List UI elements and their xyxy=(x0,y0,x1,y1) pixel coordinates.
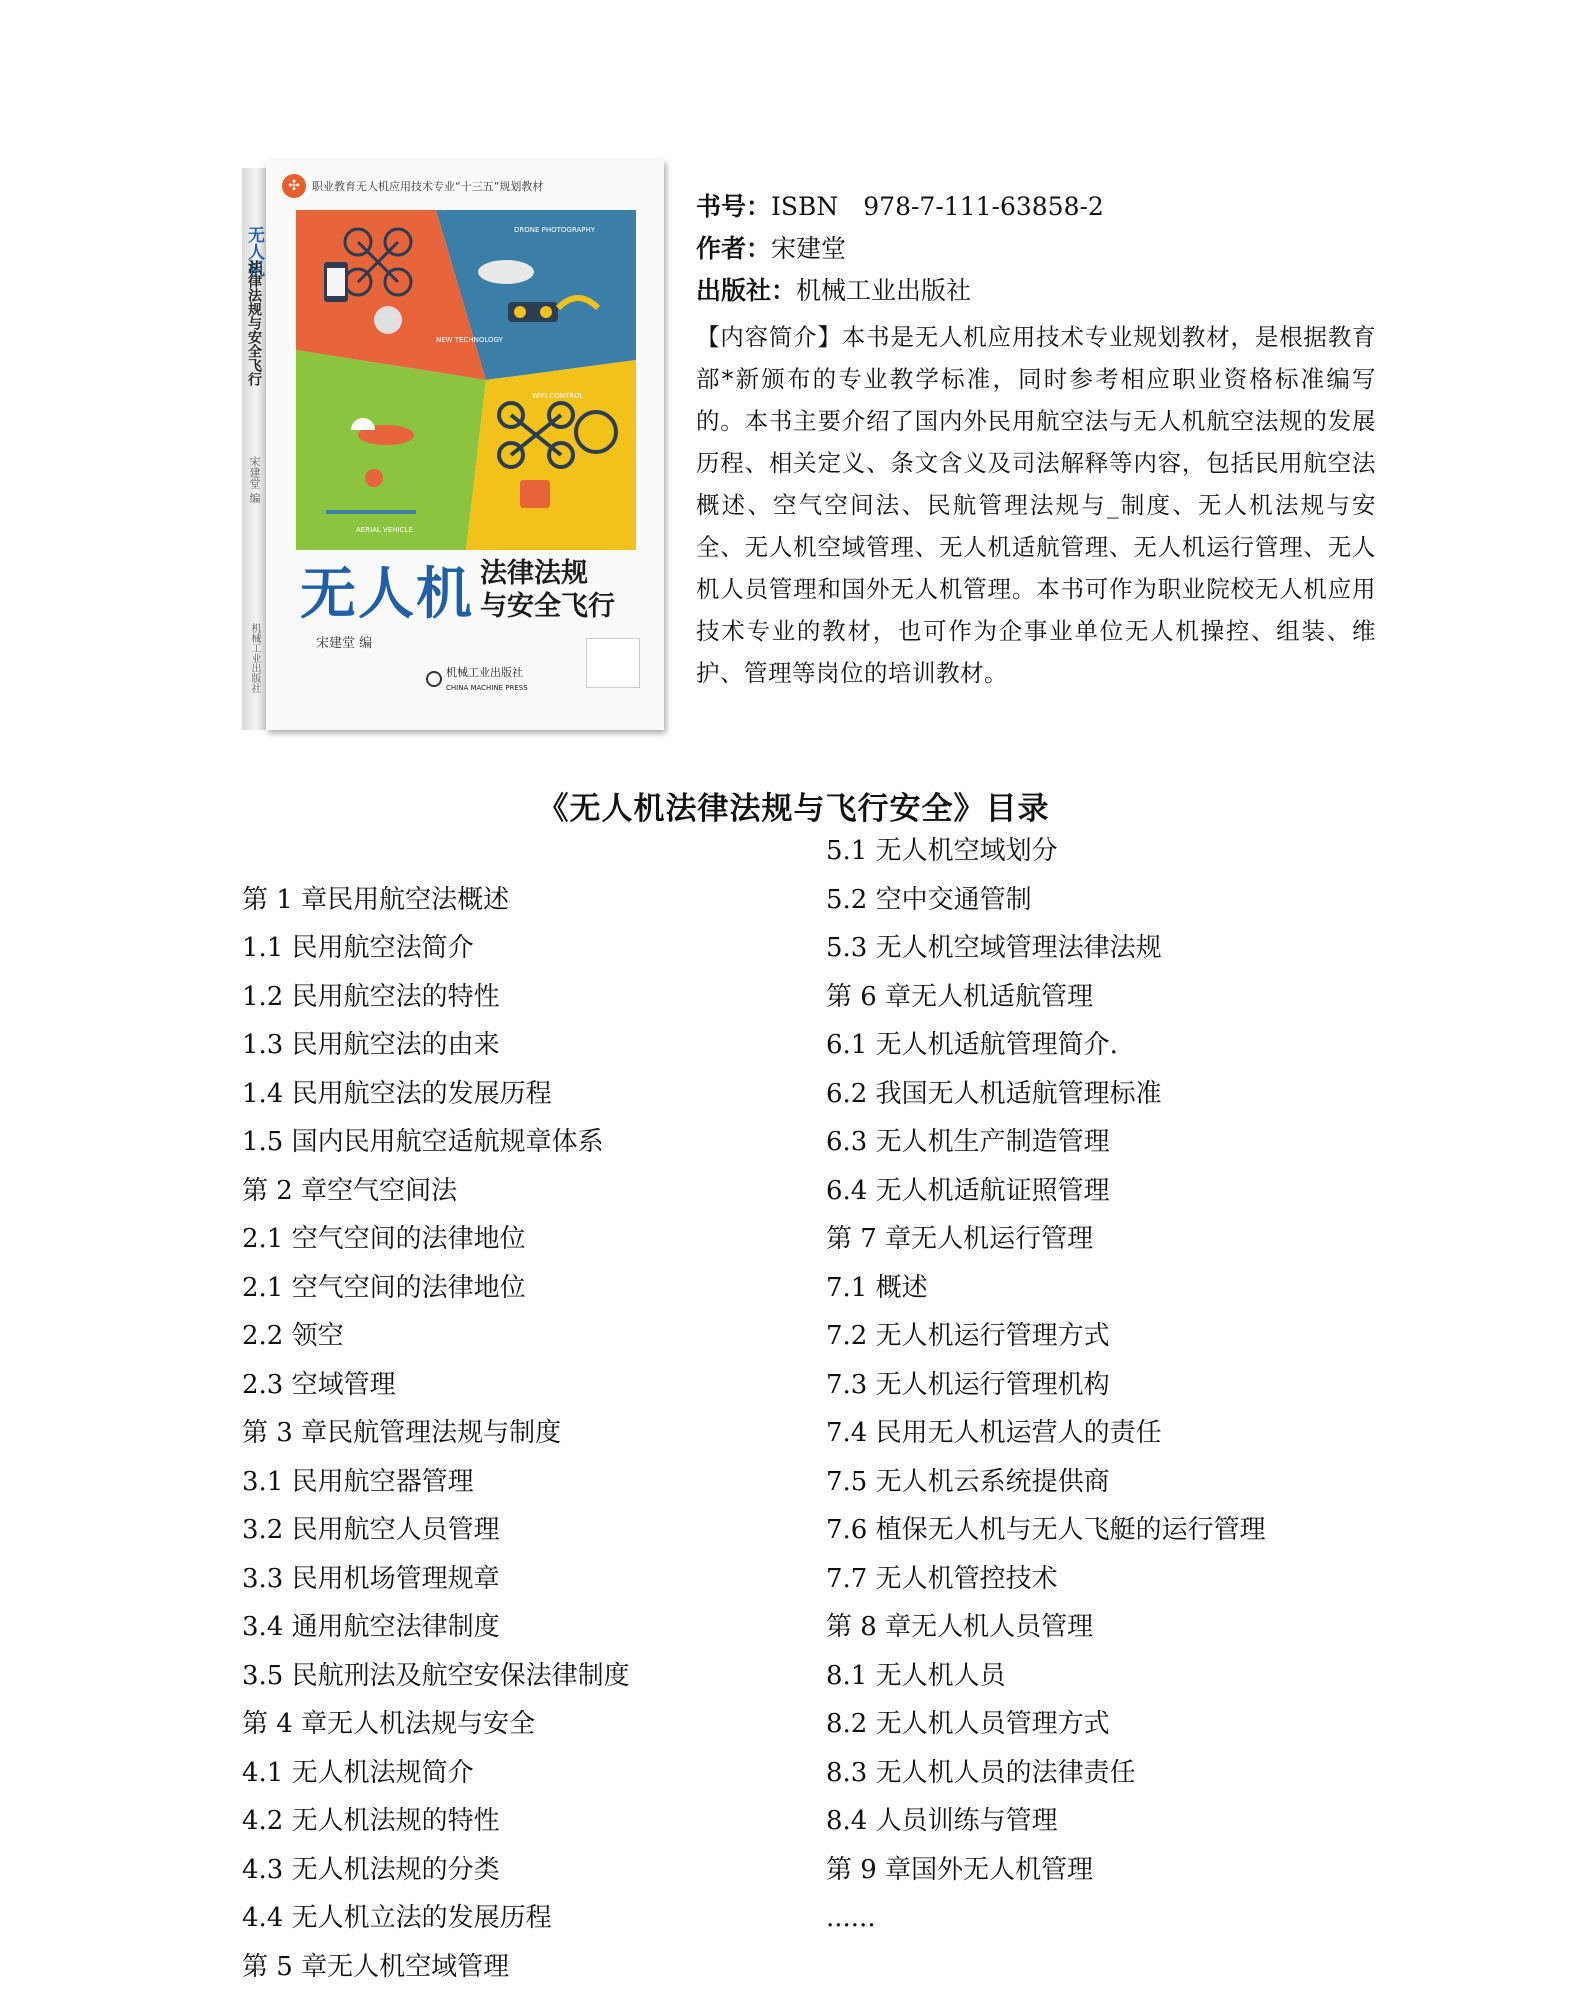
toc-item: 4.3 无人机法规的分类 xyxy=(242,1846,630,1895)
toc-item: 5.2 空中交通管制 xyxy=(826,876,1266,925)
toc-item: 第 4 章无人机法规与安全 xyxy=(242,1700,630,1749)
cover-face xyxy=(266,160,664,730)
toc-item: 3.4 通用航空法律制度 xyxy=(242,1603,630,1652)
toc-item: 5.1 无人机空域划分 xyxy=(826,827,1266,876)
quadrant-label: DRONE PHOTOGRAPHY xyxy=(514,226,596,234)
toc-item: 第 6 章无人机适航管理 xyxy=(826,973,1266,1022)
cover-publisher xyxy=(426,664,528,693)
toc-item: 第 8 章无人机人员管理 xyxy=(826,1603,1266,1652)
toc-item: 7.3 无人机运行管理机构 xyxy=(826,1361,1266,1410)
toc-item: 6.2 我国无人机适航管理标准 xyxy=(826,1070,1266,1119)
publisher-line xyxy=(696,270,1376,312)
book-info xyxy=(696,186,1376,694)
toc-item: 6.4 无人机适航证照管理 xyxy=(826,1167,1266,1216)
spine-publisher: 机械工业出版社 xyxy=(245,623,263,693)
book-spine xyxy=(242,168,266,730)
cover-title-sub xyxy=(480,557,615,623)
author-label: 作者： xyxy=(696,234,771,263)
cover-title-sub-line2: 与安全飞行 xyxy=(480,591,615,622)
cover-illustration xyxy=(296,210,636,550)
toc-item: 2.1 空气空间的法律地位 xyxy=(242,1215,630,1264)
toc-item: 8.3 无人机人员的法律责任 xyxy=(826,1749,1266,1798)
toc-item: 3.1 民用航空器管理 xyxy=(242,1458,630,1507)
isbn-value: ISBN 978-7-111-63858-2 xyxy=(771,192,1104,221)
author-value: 宋建堂 xyxy=(771,234,846,263)
spine-subtitle: 法律法规与安全飞行 xyxy=(245,260,263,386)
cover-publisher-name: 机械工业出版社 xyxy=(446,666,523,679)
toc-item: 6.3 无人机生产制造管理 xyxy=(826,1118,1266,1167)
quadrant-label: AERIAL VEHICLE xyxy=(356,526,413,534)
toc-item: 4.2 无人机法规的特性 xyxy=(242,1797,630,1846)
book-summary: 【内容简介】本书是无人机应用技术专业规划教材，是根据教育部*新颁布的专业教学标准，同时参考相应职业资格标准编写的。本书主要介绍了国内外民用航空法与无人机航空法规的发展历程、相关定义、条文含义及司法解释等内容，包括民用航空法概述、空气空间法、民航管理法规与_制度、无人机法规与安全、无人机空域管理、无人机适航管理、无人机运行管理、无人机人员管理和国外无人机管理。本书可作为职业院校无人机应用技术专业的教材，也可作为企事业单位无人机操控、组装、维护、管理等岗位的培训教材。 xyxy=(696,316,1376,694)
publisher-label: 出版社： xyxy=(696,276,796,305)
cover-title xyxy=(300,550,615,630)
quadrant-label: NEW TECHNOLOGY xyxy=(436,336,504,344)
toc-item: 1.1 民用航空法简介 xyxy=(242,924,630,973)
publisher-badge-icon xyxy=(586,638,640,688)
toc-item: 6.1 无人机适航管理简介. xyxy=(826,1021,1266,1070)
toc-item: 7.5 无人机云系统提供商 xyxy=(826,1458,1266,1507)
toc-item: 8.2 无人机人员管理方式 xyxy=(826,1700,1266,1749)
disc-icon xyxy=(374,306,402,334)
toc-item: 5.3 无人机空域管理法律法规 xyxy=(826,924,1266,973)
author-line xyxy=(696,228,1376,270)
toc-item: 3.3 民用机场管理规章 xyxy=(242,1555,630,1604)
book-cover xyxy=(242,160,664,730)
cover-publisher-en: CHINA MACHINE PRESS xyxy=(446,684,528,692)
toc-left-column xyxy=(242,827,630,1991)
quadrant-label: WIFI CONTROL xyxy=(532,392,584,400)
toc-item: 2.3 空域管理 xyxy=(242,1361,630,1410)
toc-item: 4.1 无人机法规简介 xyxy=(242,1749,630,1798)
toc-item: 2.1 空气空间的法律地位 xyxy=(242,1264,630,1313)
toc-item: 第 1 章民用航空法概述 xyxy=(242,876,630,925)
toc-item: 1.4 民用航空法的发展历程 xyxy=(242,1070,630,1119)
toc-item: 1.5 国内民用航空适航规章体系 xyxy=(242,1118,630,1167)
spine-title: 无人机 xyxy=(245,226,263,277)
toc-item: 第 7 章无人机运行管理 xyxy=(826,1215,1266,1264)
toc-item: 2.2 领空 xyxy=(242,1312,630,1361)
toc-item: 7.4 民用无人机运营人的责任 xyxy=(826,1409,1266,1458)
cover-editor: 宋建堂 编 xyxy=(316,632,372,651)
spine-editor: 宋建堂 编 xyxy=(245,456,263,504)
toc-item: 7.6 植保无人机与无人飞艇的运行管理 xyxy=(826,1506,1266,1555)
cover-title-main: 无人机 xyxy=(300,550,474,630)
toc-item: 第 9 章国外无人机管理 xyxy=(826,1846,1266,1895)
toc-item: 1.3 民用航空法的由来 xyxy=(242,1021,630,1070)
publisher-value: 机械工业出版社 xyxy=(796,276,971,305)
toc-item: 4.4 无人机立法的发展历程 xyxy=(242,1894,630,1943)
toc-item: 8.4 人员训练与管理 xyxy=(826,1797,1266,1846)
isbn-line xyxy=(696,186,1376,228)
controller-icon xyxy=(520,480,550,508)
toc-item: 7.7 无人机管控技术 xyxy=(826,1555,1266,1604)
publisher-logo-icon xyxy=(426,671,442,687)
toc-item: 8.1 无人机人员 xyxy=(826,1652,1266,1701)
toc-item: 第 3 章民航管理法规与制度 xyxy=(242,1409,630,1458)
toc-item: 3.5 民航刑法及航空安保法律制度 xyxy=(242,1652,630,1701)
cover-series xyxy=(282,174,543,198)
toc-item: 3.2 民用航空人员管理 xyxy=(242,1506,630,1555)
isbn-label: 书号： xyxy=(696,192,771,221)
toc-item: ...... xyxy=(826,1894,1266,1943)
toc-item: 1.2 民用航空法的特性 xyxy=(242,973,630,1022)
cover-title-sub-line1: 法律法规 xyxy=(480,558,588,589)
toc-item: 第 2 章空气空间法 xyxy=(242,1167,630,1216)
drone-logo-icon: ✣ xyxy=(282,174,306,198)
toc-item: 7.1 概述 xyxy=(826,1264,1266,1313)
toc-item: 第 5 章无人机空域管理 xyxy=(242,1943,630,1991)
toc-right-column xyxy=(826,827,1266,1943)
phone-icon xyxy=(324,262,348,302)
quadrant-green xyxy=(296,350,486,550)
cover-series-text: 职业教育无人机应用技术专业“十三五”规划教材 xyxy=(312,178,543,194)
toc-title: 《无人机法律法规与飞行安全》目录 xyxy=(0,783,1587,828)
toc-item: 7.2 无人机运行管理方式 xyxy=(826,1312,1266,1361)
